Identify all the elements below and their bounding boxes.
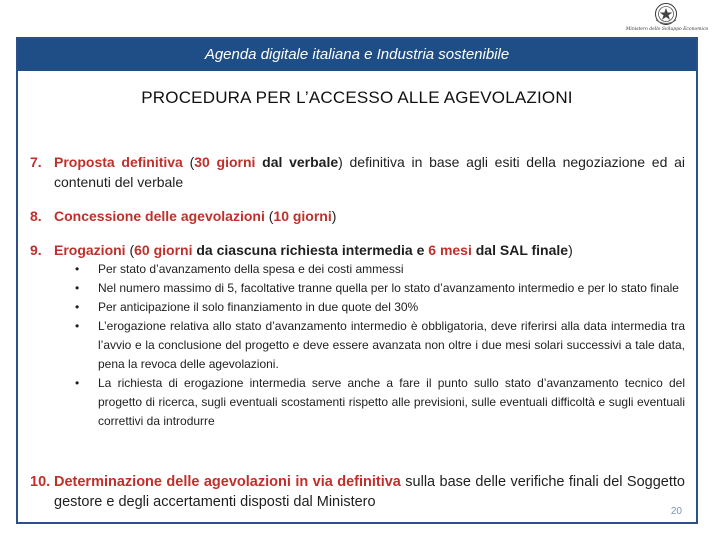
bullet-item: [75, 374, 685, 431]
list-item-9: [30, 240, 685, 260]
item-heading: Erogazioni: [54, 242, 126, 258]
item-number: 10.: [30, 474, 51, 490]
item-heading: Concessione delle agevolazioni: [54, 208, 265, 224]
item-duration: 30 giorni: [194, 154, 256, 170]
item-heading: Determinazione delle agevolazioni in via definitiva: [54, 474, 401, 490]
item-duration: 10 giorni: [273, 208, 332, 224]
list-item-8: [30, 206, 685, 226]
item-text: ): [568, 242, 573, 258]
emblem-caption: Ministero dello Sviluppo Economico: [625, 27, 709, 32]
item-text: ): [331, 208, 337, 224]
bullet-item: [75, 298, 685, 317]
item-text: dal verbale: [255, 154, 339, 170]
ministry-emblem: [622, 2, 712, 38]
header-bar-title: Agenda digitale italiana e Industria sostenibile: [204, 46, 510, 63]
list-item-7: [30, 152, 685, 192]
bullet-text: Per anticipazione il solo finanziamento in due quote del 30%: [98, 300, 419, 314]
item-number: 9.: [30, 242, 42, 258]
item-number: 7.: [30, 154, 42, 170]
item-text: (: [125, 242, 135, 258]
section-title: PROCEDURA PER L’ACCESSO ALLE AGEVOLAZIONI: [141, 88, 573, 107]
bullet-dot: •: [75, 300, 80, 314]
item-duration: 60 giorni: [134, 242, 193, 258]
bullet-dot: •: [75, 281, 80, 295]
bullet-dot: •: [75, 376, 80, 390]
bullet-text: Per stato d’avanzamento della spesa e dei costi ammessi: [98, 262, 404, 276]
bullet-item: [75, 260, 685, 279]
bullet-dot: •: [75, 262, 80, 276]
italian-republic-emblem-icon: [653, 2, 679, 26]
bullet-item: [75, 279, 685, 298]
bullet-dot: •: [75, 319, 80, 333]
erogazioni-bullet-list: [75, 260, 685, 431]
list-item-10: [30, 472, 685, 512]
bullet-text: Nel numero massimo di 5, facoltative tranne quella per lo stato d’avanzamento intermedio e per lo stato finale: [98, 281, 679, 295]
item-number: 8.: [30, 208, 42, 224]
item-duration: 6 mesi: [428, 242, 472, 258]
bullet-item: [75, 317, 685, 374]
item-text: da ciascuna richiesta intermedia e: [192, 242, 429, 258]
item-text: (: [182, 154, 195, 170]
bullet-text: La richiesta di erogazione intermedia serve anche a fare il punto sullo stato d’avanzamento tecnico del progetto di ricerca, sugli eventuali scostamenti rispetto alle previsioni, sulle eventuali difficoltà e sugli eventuali correttivi da introdurre: [98, 376, 685, 428]
item-text: ) definitiva in base agli esiti della negoziazione ed ai contenuti del verbale: [54, 154, 685, 190]
page-number: 20: [670, 506, 682, 517]
item-text: dal SAL finale: [471, 242, 569, 258]
item-text: (: [264, 208, 274, 224]
item-heading: Proposta definitiva: [54, 154, 183, 170]
item-text: sulla base delle verifiche finali del Soggetto gestore e degli accertamenti disposti dal Ministero: [54, 474, 685, 510]
bullet-text: L’erogazione relativa allo stato d’avanzamento intermedio è obbligatoria, deve riferirsi alla data intermedia tra l’avvio e la conclusione del progetto e deve essere avanzata non oltre i due mesi solari successivi a tale data, pena la revoca delle agevolazioni.: [98, 319, 685, 371]
